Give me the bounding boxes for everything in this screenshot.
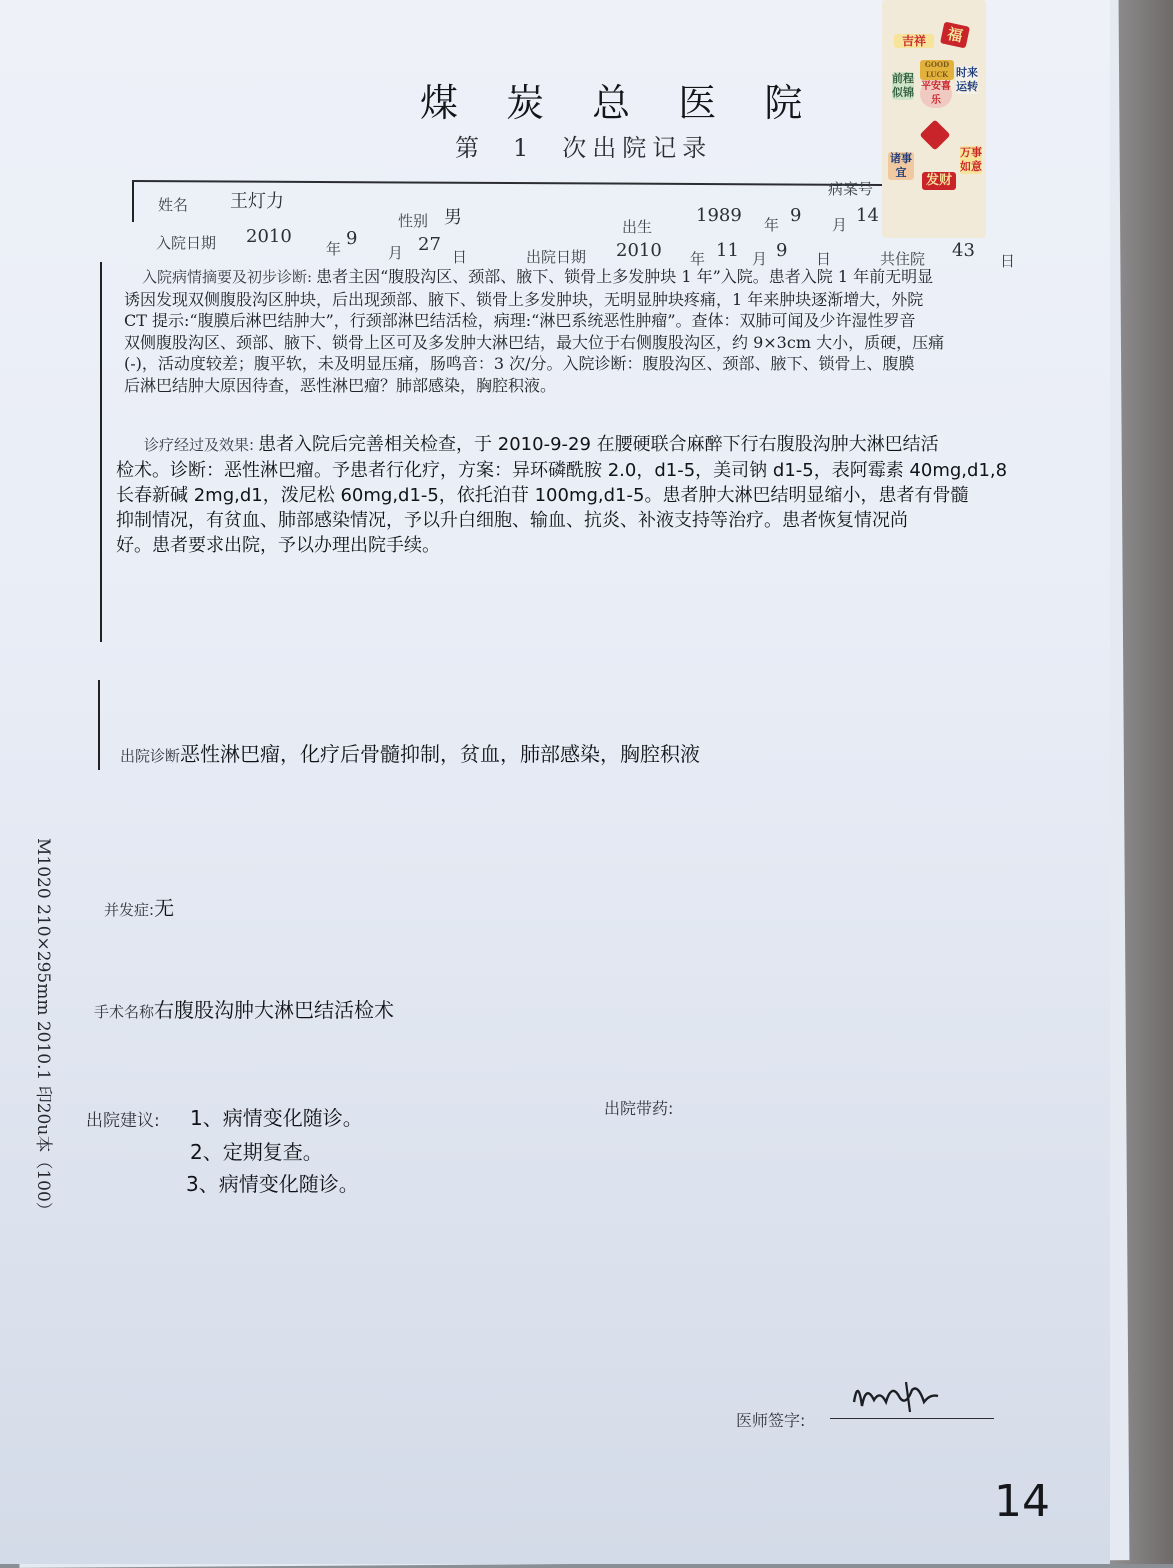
treatment-label: 诊疗经过及效果: — [144, 436, 255, 454]
admission-line-4: 双侧腹股沟区、颈部、腋下、锁骨上区可及多发肿大淋巴结，最大位于右侧腹股沟区，约 9×3cm 大小，质硬，压痛 — [124, 332, 945, 352]
record-subtitle — [455, 128, 712, 163]
complications-value: 无 — [154, 896, 175, 920]
left-margin-rule-2 — [98, 680, 100, 770]
treatment-summary — [116, 432, 1007, 558]
hospital-title: 煤 炭 总 医 院 — [420, 81, 821, 125]
discharge-day-char: 日 — [816, 250, 832, 268]
record-suffix: 次出院记录 — [562, 134, 713, 162]
discharge-year-char: 年 — [690, 250, 706, 268]
discharge-diagnosis — [120, 738, 700, 767]
signature-scribble — [846, 1372, 946, 1418]
admission-line-5: (-)，活动度较差；腹平软，未及明显压痛，肠鸣音：3 次/分。入院诊断：腹股沟区、颈部、腋下、锁骨上、腹膜 — [124, 354, 915, 373]
admission-summary — [124, 266, 944, 396]
page-number: 14 — [994, 1476, 1050, 1527]
sticker-diamond — [919, 119, 950, 150]
sticker-pingan: 平安喜乐 — [921, 81, 951, 106]
treatment-line-4: 抑制情况，有贫血、肺部感染情况，予以升白细胞、输血、抗炎、补液支持等治疗。患者恢复情况尚 — [116, 510, 908, 531]
sticker-zhushi: 诸事宜 — [890, 152, 912, 179]
name-label: 姓名 — [158, 196, 189, 214]
signature-line — [830, 1418, 994, 1419]
sticker-qiancheng: 前程似锦 — [892, 72, 914, 99]
sticker-shilai: 时来运转 — [956, 66, 978, 93]
admit-day-char: 日 — [452, 248, 468, 266]
surgery-value: 右腹股沟肿大淋巴结活检术 — [154, 998, 395, 1022]
gender-label: 性别 — [398, 212, 429, 230]
admit-label: 入院日期 — [156, 234, 217, 252]
discharge-month: 11 — [716, 240, 739, 261]
sticker-facai: 发财 — [922, 172, 956, 190]
discharge-day: 9 — [776, 240, 788, 261]
admission-line-1: 入院病情摘要及初步诊断: 患者主因“腹股沟区、颈部、腋下、锁骨上多发肿块 1 年”入院。患者入院 1 年前无明显 — [142, 267, 934, 286]
sticker-wanshi: 万事如意 — [960, 146, 982, 173]
complications-label: 并发症: — [104, 901, 155, 919]
birth-month-char: 月 — [832, 216, 848, 234]
medication-label: 出院带药: — [604, 1099, 674, 1118]
lucky-sticker-overlay — [882, 0, 986, 238]
info-left-rule — [132, 182, 134, 222]
gender-value: 男 — [444, 207, 462, 228]
birth-year: 1989 — [696, 205, 742, 226]
admission-line-6: 后淋巴结肿大原因待查，恶性淋巴瘤？肺部感染，胸腔积液。 — [124, 375, 557, 395]
advice-item-1: 1、病情变化随诊。 — [190, 1106, 363, 1130]
admission-line-2: 诱因发现双侧腹股沟区肿块，后出现颈部、腋下、锁骨上多发肿块，无明显肿块疼痛，1 年来肿块逐渐增大，外院 — [124, 289, 924, 309]
admission-summary-label: 入院病情摘要及初步诊断: — [142, 268, 313, 286]
treatment-line-5: 好。患者要求出院，予以办理出院手续。 — [116, 535, 440, 556]
sticker-jixiang: 吉祥 — [894, 34, 934, 48]
form-code: M1020 210×295mm 2010.1 印20u本（100） — [33, 838, 53, 1219]
stay-value: 43 — [952, 240, 975, 261]
advice-item-2: 2、定期复查。 — [190, 1140, 323, 1164]
discharge-label: 出院日期 — [526, 248, 587, 266]
stay-day-char: 日 — [1000, 252, 1016, 270]
discharge-diagnosis-value: 恶性淋巴瘤，化疗后骨髓抑制，贫血，肺部感染，胸腔积液 — [180, 742, 701, 766]
name-value: 王灯力 — [230, 191, 284, 212]
sticker-goodluck: GOOD LUCK — [920, 60, 954, 80]
birth-month: 9 — [790, 205, 802, 226]
info-top-rule — [132, 180, 882, 186]
treatment-line-3: 长春新碱 2mg,d1，泼尼松 60mg,d1-5，依托泊苷 100mg,d1-5。患者肿大淋巴结明显缩小，患者有骨髓 — [116, 485, 969, 506]
admit-month-char: 月 — [388, 244, 404, 262]
admit-year: 2010 — [246, 226, 292, 247]
discharge-month-char: 月 — [752, 250, 768, 268]
birth-label: 出生 — [622, 218, 653, 236]
discharge-year: 2010 — [616, 240, 662, 261]
complications — [104, 892, 174, 921]
birth-year-char: 年 — [764, 216, 780, 234]
admit-day: 27 — [418, 234, 441, 255]
birth-day: 14 — [856, 205, 879, 226]
stay-label: 共住院 — [880, 250, 926, 268]
admit-month: 9 — [346, 228, 358, 249]
admission-line-3: CT 提示:“腹膜后淋巴结肿大”，行颈部淋巴结活检，病理:“淋巴系统恶性肿瘤”。查体：双肺可闻及少许湿性罗音 — [124, 311, 916, 330]
discharge-diagnosis-label: 出院诊断 — [120, 747, 181, 765]
record-number: 1 — [513, 134, 535, 162]
treatment-line-1: 诊疗经过及效果: 患者入院后完善相关检查，于 2010-9-29 在腰硬联合麻醉下行右腹股沟肿大淋巴结活 — [144, 434, 939, 455]
signature-label: 医师签字: — [736, 1411, 806, 1430]
surgery — [94, 994, 394, 1023]
surgery-label: 手术名称 — [94, 1003, 155, 1021]
admit-year-char: 年 — [326, 240, 342, 258]
left-margin-rule — [100, 262, 102, 642]
sticker-fu: 福 — [940, 22, 970, 49]
advice-item-3: 3、病情变化随诊。 — [186, 1172, 359, 1196]
advice-label: 出院建议: — [86, 1111, 160, 1131]
treatment-line-2: 检术。诊断：恶性淋巴瘤。予患者行化疗，方案：异环磷酰胺 2.0，d1-5，美司钠 d1-5，表阿霉素 40mg,d1,8 — [116, 460, 1008, 481]
record-prefix: 第 — [455, 134, 485, 162]
case-no-label: 病案号 — [828, 180, 874, 198]
